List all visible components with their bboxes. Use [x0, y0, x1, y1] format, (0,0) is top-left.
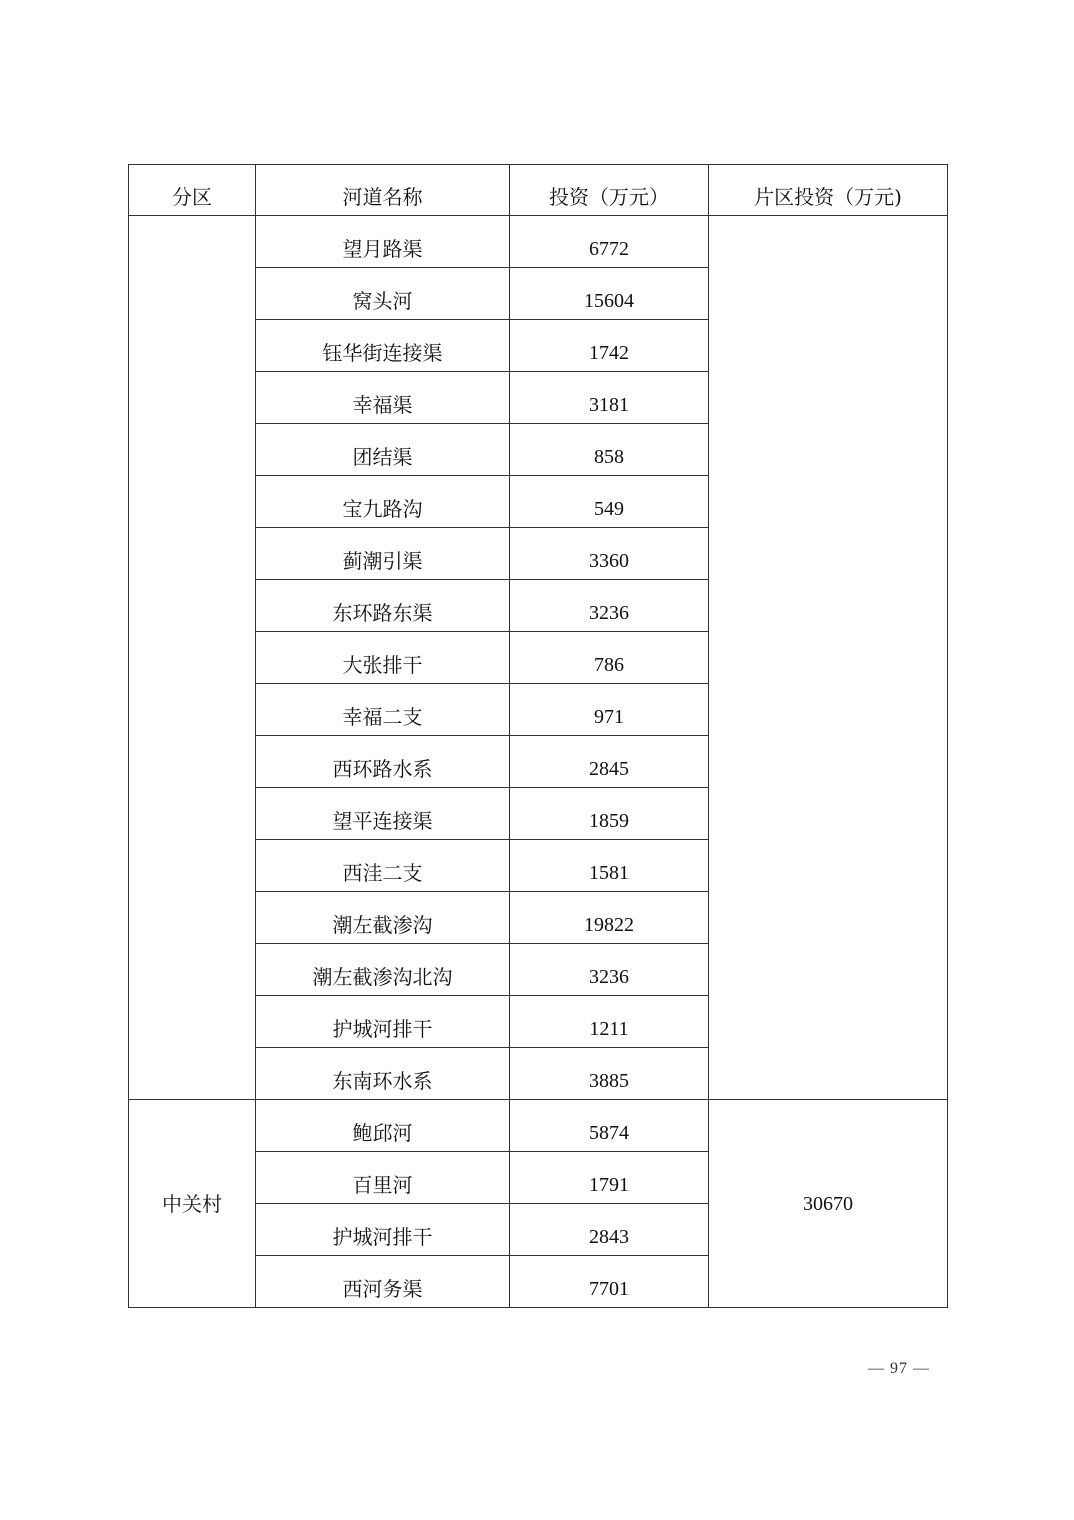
investment-cell: 1742 — [510, 320, 709, 372]
table-row — [129, 1100, 948, 1152]
investment-cell: 1581 — [510, 840, 709, 892]
river-name-cell: 西洼二支 — [256, 840, 510, 892]
district-cell: 中关村 — [129, 1100, 256, 1308]
river-name-cell: 潮左截渗沟北沟 — [256, 944, 510, 996]
investment-cell: 1211 — [510, 996, 709, 1048]
investment-cell: 3885 — [510, 1048, 709, 1100]
page-number: — 97 — — [868, 1360, 930, 1377]
investment-cell: 5874 — [510, 1100, 709, 1152]
area-investment-cell — [709, 216, 948, 1100]
investment-cell: 3236 — [510, 580, 709, 632]
river-name-cell: 西河务渠 — [256, 1256, 510, 1308]
header-area-investment: 片区投资（万元) — [709, 165, 948, 216]
investment-cell: 786 — [510, 632, 709, 684]
investment-cell: 7701 — [510, 1256, 709, 1308]
investment-cell: 2845 — [510, 736, 709, 788]
river-name-cell: 大张排干 — [256, 632, 510, 684]
investment-table — [128, 164, 948, 1308]
investment-cell: 1791 — [510, 1152, 709, 1204]
river-name-cell: 护城河排干 — [256, 996, 510, 1048]
river-name-cell: 宝九路沟 — [256, 476, 510, 528]
investment-cell: 3236 — [510, 944, 709, 996]
river-name-cell: 护城河排干 — [256, 1204, 510, 1256]
investment-cell: 2843 — [510, 1204, 709, 1256]
river-name-cell: 西环路水系 — [256, 736, 510, 788]
header-river-name: 河道名称 — [256, 165, 510, 216]
investment-cell: 858 — [510, 424, 709, 476]
river-name-cell: 蓟潮引渠 — [256, 528, 510, 580]
river-name-cell: 幸福渠 — [256, 372, 510, 424]
river-name-cell: 团结渠 — [256, 424, 510, 476]
header-district: 分区 — [129, 165, 256, 216]
river-name-cell: 百里河 — [256, 1152, 510, 1204]
river-name-cell: 东环路东渠 — [256, 580, 510, 632]
river-name-cell: 窝头河 — [256, 268, 510, 320]
investment-cell: 19822 — [510, 892, 709, 944]
investment-cell: 3181 — [510, 372, 709, 424]
header-investment: 投资（万元） — [510, 165, 709, 216]
river-name-cell: 东南环水系 — [256, 1048, 510, 1100]
investment-cell: 549 — [510, 476, 709, 528]
river-name-cell: 望月路渠 — [256, 216, 510, 268]
table-header-row — [129, 165, 948, 216]
river-name-cell: 望平连接渠 — [256, 788, 510, 840]
table-row — [129, 216, 948, 268]
investment-cell: 1859 — [510, 788, 709, 840]
investment-cell: 15604 — [510, 268, 709, 320]
river-name-cell: 钰华街连接渠 — [256, 320, 510, 372]
investment-cell: 6772 — [510, 216, 709, 268]
district-cell — [129, 216, 256, 1100]
river-name-cell: 鲍邱河 — [256, 1100, 510, 1152]
investment-cell: 3360 — [510, 528, 709, 580]
investment-cell: 971 — [510, 684, 709, 736]
river-name-cell: 潮左截渗沟 — [256, 892, 510, 944]
table-body — [129, 216, 948, 1308]
area-investment-cell: 30670 — [709, 1100, 948, 1308]
river-name-cell: 幸福二支 — [256, 684, 510, 736]
